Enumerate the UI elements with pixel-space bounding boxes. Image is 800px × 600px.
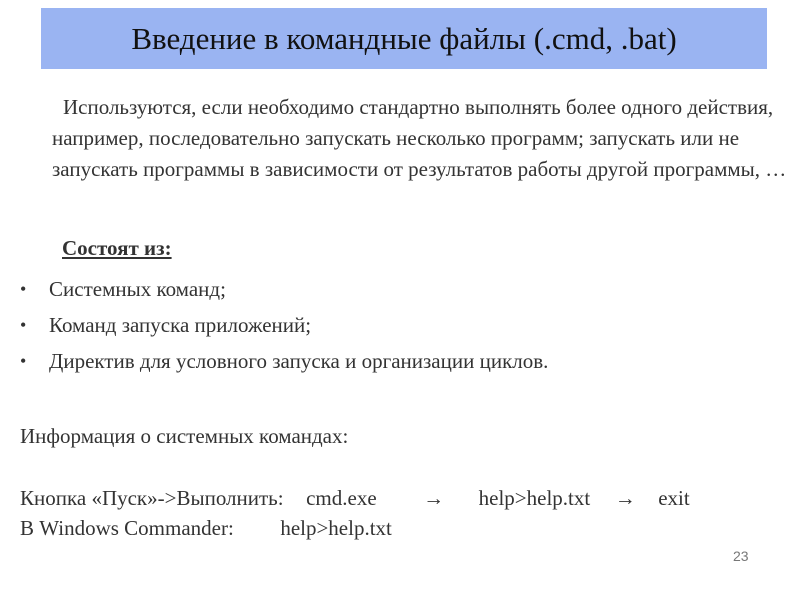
bullet-icon: •	[20, 351, 27, 371]
bullet-icon: •	[20, 315, 27, 335]
help-command: help>help.txt	[478, 486, 591, 510]
arrow-right-icon: →	[423, 486, 445, 510]
title-banner	[41, 8, 767, 69]
intro-paragraph: Используются, если необходимо стандартно выполнять более одного действия, например, последовательно запускать несколько программ; запускать или не запускать программы в зависимости от результатов работы другой программы, …	[52, 95, 787, 181]
slide-title: Введение в командные файлы (.cmd, .bat)	[131, 20, 677, 56]
cmd-command: cmd.exe	[306, 486, 377, 510]
arrow-right-icon: →	[614, 486, 636, 510]
page-number: 23	[733, 548, 749, 564]
start-menu-label: Кнопка «Пуск»->Выполнить:	[20, 486, 284, 510]
info-row-windows-commander	[20, 516, 392, 541]
info-heading: Информация о системных командах:	[20, 424, 349, 448]
bullet-icon: •	[20, 279, 27, 299]
consist-heading: Состоят из:	[62, 236, 172, 260]
list-item-text: Команд запуска приложений;	[49, 313, 312, 337]
info-row-start-menu	[20, 486, 690, 511]
list-item	[20, 274, 548, 310]
list-item-text: Директив для условного запуска и организации циклов.	[49, 349, 549, 373]
bullet-list	[20, 274, 548, 382]
list-item-text: Системных команд;	[49, 277, 226, 301]
help-command: help>help.txt	[280, 516, 392, 540]
list-item	[20, 346, 548, 382]
exit-command: exit	[658, 486, 690, 510]
windows-commander-label: В Windows Commander:	[20, 516, 234, 540]
list-item	[20, 310, 548, 346]
